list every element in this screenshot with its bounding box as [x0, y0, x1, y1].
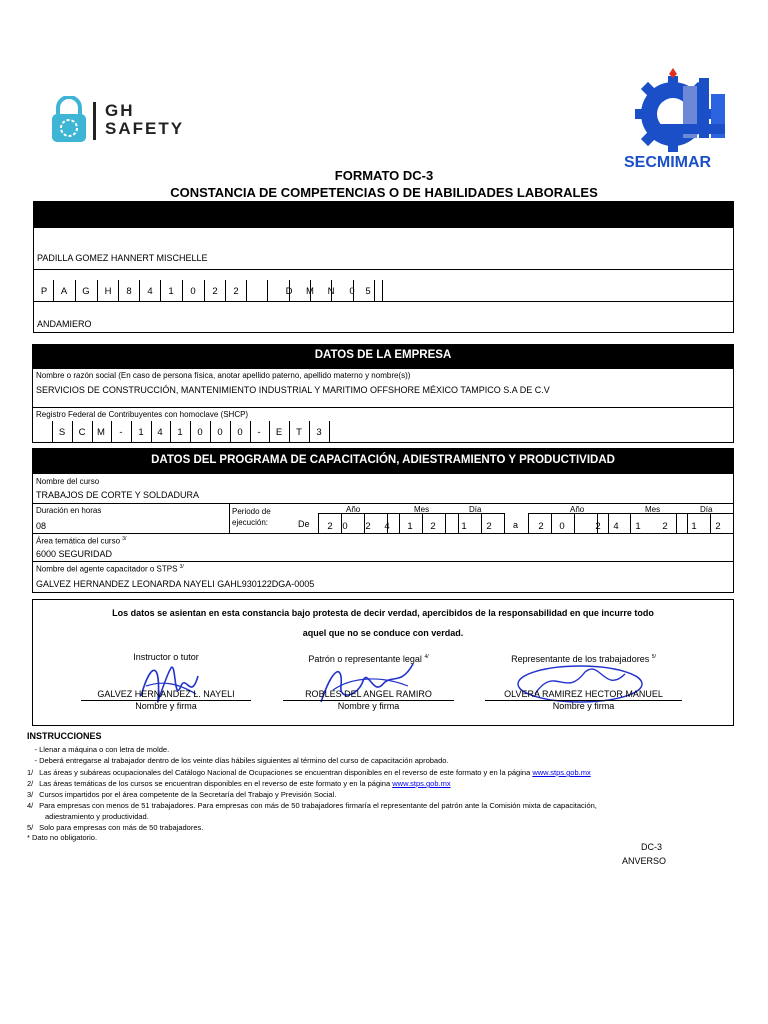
- company-section-title: DATOS DE LA EMPRESA: [314, 349, 452, 361]
- instruction-mark: 5/: [27, 823, 34, 832]
- start-day-label: Día: [469, 505, 482, 514]
- instruction-item: [27, 744, 169, 755]
- signature-block-workers-rep: [485, 652, 682, 712]
- curp-char: P: [40, 286, 48, 297]
- instruction-item: [27, 832, 97, 843]
- start-day-digit: 2: [486, 521, 492, 532]
- rfc-char: 1: [177, 427, 183, 438]
- company-name-value: SERVICIOS DE CONSTRUCCIÓN, MANTENIMIENTO INDUSTRIAL Y MARITIMO OFFSHORE MÉXICO TAMPICO S.A DE C.V: [36, 385, 550, 395]
- curp-char: 0: [349, 286, 355, 297]
- signature-role-text: Representante de los trabajadores: [511, 654, 650, 664]
- gh-safety-logo-line2: SAFETY: [105, 119, 185, 138]
- rfc-char: -: [257, 427, 261, 438]
- duration-value: 08: [36, 521, 47, 531]
- signature-block-employer: [283, 652, 454, 712]
- course-name-label: Nombre del curso: [36, 477, 100, 486]
- agent-value: GALVEZ HERNANDEZ LEONARDA NAYELI GAHL930122DGA-0005: [36, 579, 315, 589]
- company-rfc-label: Registro Federal de Contribuyentes con homoclave (SHCP): [36, 410, 249, 419]
- start-year-label: Año: [346, 505, 361, 514]
- end-month-label: Mes: [645, 505, 661, 514]
- period-label-2: ejecución:: [232, 518, 269, 527]
- curp-char: A: [60, 286, 68, 297]
- instruction-item: [27, 789, 336, 800]
- area-value: 6000 SEGURIDAD: [36, 549, 113, 559]
- signature-name: OLVERA RAMIREZ HECTOR MANUEL: [504, 689, 663, 699]
- rfc-char: 0: [237, 427, 243, 438]
- gear-factory-icon: [625, 64, 740, 154]
- worker-section-header: [33, 201, 734, 228]
- signature-caption: Nombre y firma: [135, 701, 197, 711]
- instruction-mark: 3/: [27, 790, 34, 799]
- instruction-item: [27, 755, 449, 766]
- signature-role: Instructor o tutor: [133, 652, 199, 662]
- rfc-char: M: [97, 427, 105, 438]
- end-day-digit: 2: [715, 521, 721, 532]
- program-section-header: [32, 448, 734, 473]
- start-year-digit: 2: [327, 521, 333, 532]
- curp-char: M: [306, 286, 314, 297]
- end-year-digit: 4: [613, 521, 619, 532]
- curp-char: 1: [168, 286, 174, 297]
- end-month-digit: 1: [635, 521, 641, 532]
- period-a-label: a: [513, 520, 519, 530]
- course-name-value: TRABAJOS DE CORTE Y SOLDADURA: [36, 490, 200, 500]
- agent-label: [36, 562, 184, 575]
- end-year-digit: 2: [595, 521, 601, 532]
- curp-char: H: [104, 286, 112, 297]
- start-month-digit: 1: [407, 521, 413, 532]
- start-year-digit: 0: [342, 521, 348, 532]
- worker-occupation: ANDAMIERO: [37, 319, 92, 329]
- instruction-mark: -: [34, 745, 37, 754]
- gh-safety-logo-line1: GH: [105, 101, 135, 120]
- period-de-label: De: [298, 519, 310, 529]
- form-title: FORMATO DC-3: [334, 168, 434, 183]
- signature-role-text: Patrón o representante legal: [308, 654, 422, 664]
- instruction-mark: -: [34, 756, 37, 765]
- rfc-char: 1: [138, 427, 144, 438]
- curp-char: D: [285, 286, 293, 297]
- rfc-char: S: [58, 427, 66, 438]
- start-year-digit: 4: [384, 521, 390, 532]
- instruction-item: [27, 800, 597, 811]
- rfc-char: -: [119, 427, 123, 438]
- area-label-text: Área temática del curso: [36, 536, 121, 546]
- signature-name: GALVEZ HERNANDEZ L. NAYELI: [97, 689, 235, 699]
- footer-side: ANVERSO: [622, 856, 667, 866]
- instruction-item: [27, 778, 451, 789]
- curp-char: 4: [147, 286, 153, 297]
- instruction-text: Cursos impartidos por el área competente de la Secretaría del Trabajo y Previsión Social.: [39, 790, 337, 799]
- start-month-label: Mes: [414, 505, 430, 514]
- rfc-char: 0: [197, 427, 203, 438]
- agent-label-text: Nombre del agente capacitador o STPS: [36, 564, 178, 574]
- instruction-text: Deberá entregarse al trabajador dentro de los veinte días hábiles siguientes al término del curso de capacitación aprobado.: [39, 756, 449, 765]
- end-day-digit: 1: [691, 521, 697, 532]
- signature-caption: Nombre y firma: [337, 701, 400, 711]
- gh-safety-logo: [48, 96, 193, 148]
- duration-label: Duración en horas: [36, 506, 102, 515]
- signature-role-sup: 5/: [651, 654, 656, 660]
- stps-link[interactable]: www.stps.gob.mx: [532, 768, 591, 777]
- rfc-char: E: [275, 427, 283, 438]
- signature-caption: Nombre y firma: [552, 701, 615, 711]
- start-year-digit: 2: [365, 521, 371, 532]
- start-month-digit: 2: [430, 521, 436, 532]
- instruction-text: * Dato no obligatorio.: [27, 833, 98, 842]
- area-label: [36, 534, 126, 547]
- curp-char: N: [327, 286, 335, 297]
- rfc-char: C: [78, 427, 86, 438]
- rfc-field: [32, 421, 332, 443]
- end-day-label: Día: [700, 505, 713, 514]
- end-year-digit: 0: [559, 521, 565, 532]
- agent-label-sup: 3/: [179, 564, 184, 570]
- instruction-text: Llenar a máquina o con letra de molde.: [39, 745, 170, 754]
- instruction-text: Las áreas y subáreas ocupacionales del Catálogo Nacional de Ocupaciones se encuentran disponibles en el reverso de este formato y en la página: [39, 768, 531, 777]
- declaration-line-2: aquel que no se conduce con verdad.: [302, 628, 464, 638]
- secmimar-logo: [625, 64, 740, 174]
- curp-char: 0: [190, 286, 196, 297]
- instruction-text: adiestramiento y productividad.: [45, 812, 149, 821]
- rfc-char: 4: [157, 427, 163, 438]
- worker-name: PADILLA GOMEZ HANNERT MISCHELLE: [37, 253, 208, 263]
- curp-char: 2: [212, 286, 218, 297]
- rfc-char: T: [296, 427, 302, 438]
- form-subtitle: CONSTANCIA DE COMPETENCIAS O DE HABILIDADES LABORALES: [170, 185, 598, 200]
- company-section-header: [32, 344, 734, 368]
- curp-field: [33, 280, 433, 302]
- signature-name: ROBLES DEL ANGEL RAMIRO: [305, 689, 432, 699]
- signature-role-sup: 4/: [424, 654, 429, 660]
- instruction-item: [27, 767, 591, 778]
- instruction-item: [45, 811, 149, 822]
- end-month-digit: 2: [662, 521, 668, 532]
- secmimar-logo-text: SECMIMAR: [624, 154, 712, 171]
- curp-char: 8: [126, 286, 132, 297]
- instruction-mark: 2/: [27, 779, 34, 788]
- stps-link[interactable]: www.stps.gob.mx: [392, 779, 451, 788]
- footer-form-code: DC-3: [641, 842, 663, 852]
- end-year-digit: 2: [538, 521, 544, 532]
- instruction-text: Las áreas temáticas de los cursos se encuentran disponibles en el reverso de este formato y en la página: [39, 779, 391, 788]
- company-name-label: Nombre o razón social (En caso de persona física, anotar apellido paterno, apellido materno y nombre(s)): [36, 371, 411, 380]
- instruction-mark: 4/: [27, 801, 34, 810]
- program-section-title: DATOS DEL PROGRAMA DE CAPACITACIÓN, ADIESTRAMIENTO Y PRODUCTIVIDAD: [151, 454, 615, 466]
- rfc-char: 3: [316, 427, 322, 438]
- period-label-1: Periodo de: [232, 507, 271, 516]
- curp-char: 5: [365, 286, 371, 297]
- declaration-line-1: Los datos se asientan en esta constancia bajo protesta de decir verdad, apercibidos de la responsabilidad en que incurre todo: [112, 608, 654, 618]
- instruction-text: Para empresas con menos de 51 trabajadores. Para empresas con más de 50 trabajadores firmaría el representante del patrón ante la Comisión mixta de capacitación,: [39, 801, 597, 810]
- instructions-title: INSTRUCCIONES: [27, 731, 102, 741]
- curp-char: G: [82, 286, 90, 297]
- start-day-digit: 1: [461, 521, 467, 532]
- area-label-sup: 3/: [122, 536, 127, 542]
- rfc-char: 0: [217, 427, 223, 438]
- end-year-label: Año: [570, 505, 585, 514]
- curp-char: 2: [233, 286, 239, 297]
- instruction-mark: 1/: [27, 768, 34, 777]
- instruction-text: Solo para empresas con más de 50 trabajadores.: [39, 823, 204, 832]
- signature-block-instructor: [81, 652, 251, 712]
